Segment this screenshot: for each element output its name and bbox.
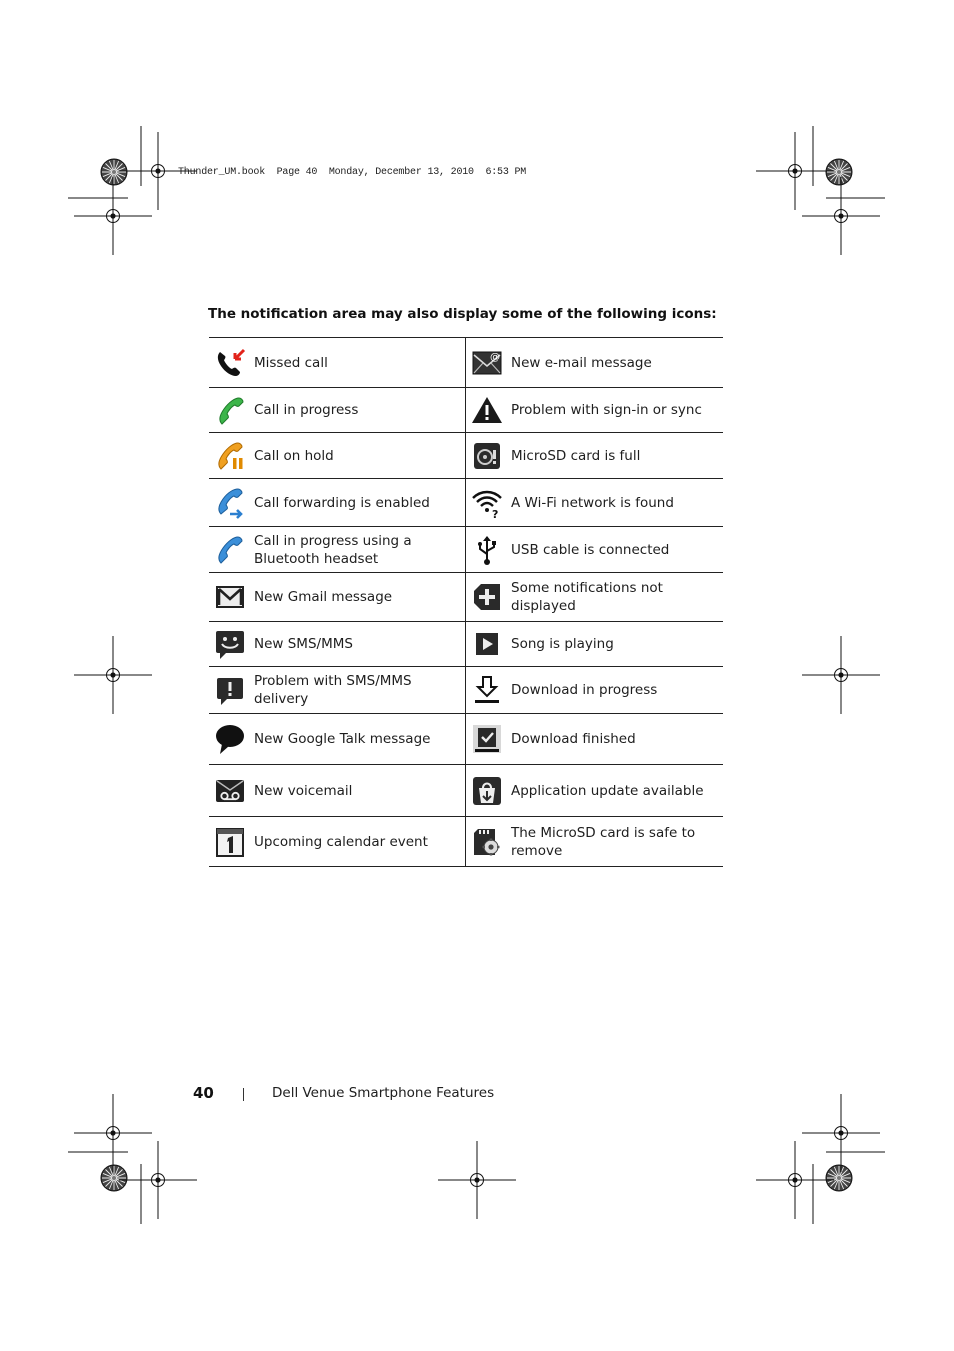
voicemail-icon	[212, 773, 248, 809]
table-row	[209, 527, 723, 573]
table-cell-label: Call forwarding is enabled	[254, 494, 430, 511]
table-cell-label: A Wi-Fi network is found	[511, 494, 674, 511]
table-cell-label: New SMS/MMS	[254, 636, 353, 652]
table-cell-label: Upcoming calendar event	[254, 833, 428, 850]
usb-icon	[469, 532, 505, 568]
table-cell-label: New voicemail	[254, 782, 353, 799]
more-notifications-icon	[469, 579, 505, 615]
table-cell-label: Call in progress using a Bluetooth headset	[254, 532, 412, 567]
table-cell-label: New e-mail message	[511, 354, 652, 371]
download-finished-icon	[469, 721, 505, 757]
table-cell-label: New Google Talk message	[254, 731, 431, 747]
bluetooth-call-icon	[212, 532, 248, 568]
table-row	[209, 667, 723, 714]
warning-icon	[469, 392, 505, 428]
print-header: Thunder_UM.book Page 40 Monday, December 13, 2010 6:53 PM	[178, 167, 527, 178]
app-update-icon	[469, 773, 505, 809]
table-cell-label: Problem with sign-in or sync	[511, 402, 702, 418]
table-cell-label: Problem with SMS/MMS delivery	[254, 673, 412, 707]
play-icon	[469, 626, 505, 662]
table-row	[209, 622, 723, 667]
new-email-icon	[469, 345, 505, 381]
table-cell-label: Call on hold	[254, 447, 334, 464]
sms-problem-icon	[212, 672, 248, 708]
notification-icons-table	[209, 337, 723, 867]
wifi-found-icon	[469, 485, 505, 521]
table-cell-label: Application update available	[511, 782, 704, 799]
table-cell-label: The MicroSD card is safe to remove	[511, 824, 696, 859]
call-on-hold-icon	[212, 438, 248, 474]
call-forwarding-icon	[212, 485, 248, 521]
table-cell-label: Call in progress	[254, 402, 359, 418]
table-row	[209, 338, 723, 388]
calendar-icon	[212, 824, 248, 860]
section-heading: The notification area may also display some of the following icons:	[208, 306, 717, 322]
table-row	[209, 714, 723, 765]
call-in-progress-icon	[212, 392, 248, 428]
missed-call-icon	[212, 345, 248, 381]
table-cell-label: Some notifications not displayed	[511, 580, 663, 614]
table-row	[209, 765, 723, 817]
table-cell-label: Missed call	[254, 354, 328, 371]
footer-section-title: Dell Venue Smartphone Features	[272, 1085, 495, 1101]
table-row	[209, 479, 723, 527]
table-cell-label: Song is playing	[511, 636, 614, 652]
sms-icon	[212, 626, 248, 662]
table-cell-label: USB cable is connected	[511, 541, 670, 558]
table-cell-label: Download in progress	[511, 682, 658, 698]
table-row	[209, 388, 723, 433]
table-cell-label: MicroSD card is full	[511, 447, 641, 464]
microsd-safe-icon	[469, 824, 505, 860]
page-number: 40	[193, 1084, 214, 1102]
microsd-full-icon	[469, 438, 505, 474]
svg-text:@: @	[490, 351, 500, 363]
table-row	[209, 573, 723, 622]
table-row	[209, 817, 723, 867]
talk-bubble-icon	[212, 721, 248, 757]
gmail-icon	[212, 579, 248, 615]
svg-text:?: ?	[492, 507, 499, 519]
table-cell-label: Download finished	[511, 731, 636, 747]
table-row	[209, 433, 723, 479]
download-progress-icon	[469, 672, 505, 708]
footer-divider	[243, 1088, 244, 1101]
table-cell-label: New Gmail message	[254, 589, 393, 605]
